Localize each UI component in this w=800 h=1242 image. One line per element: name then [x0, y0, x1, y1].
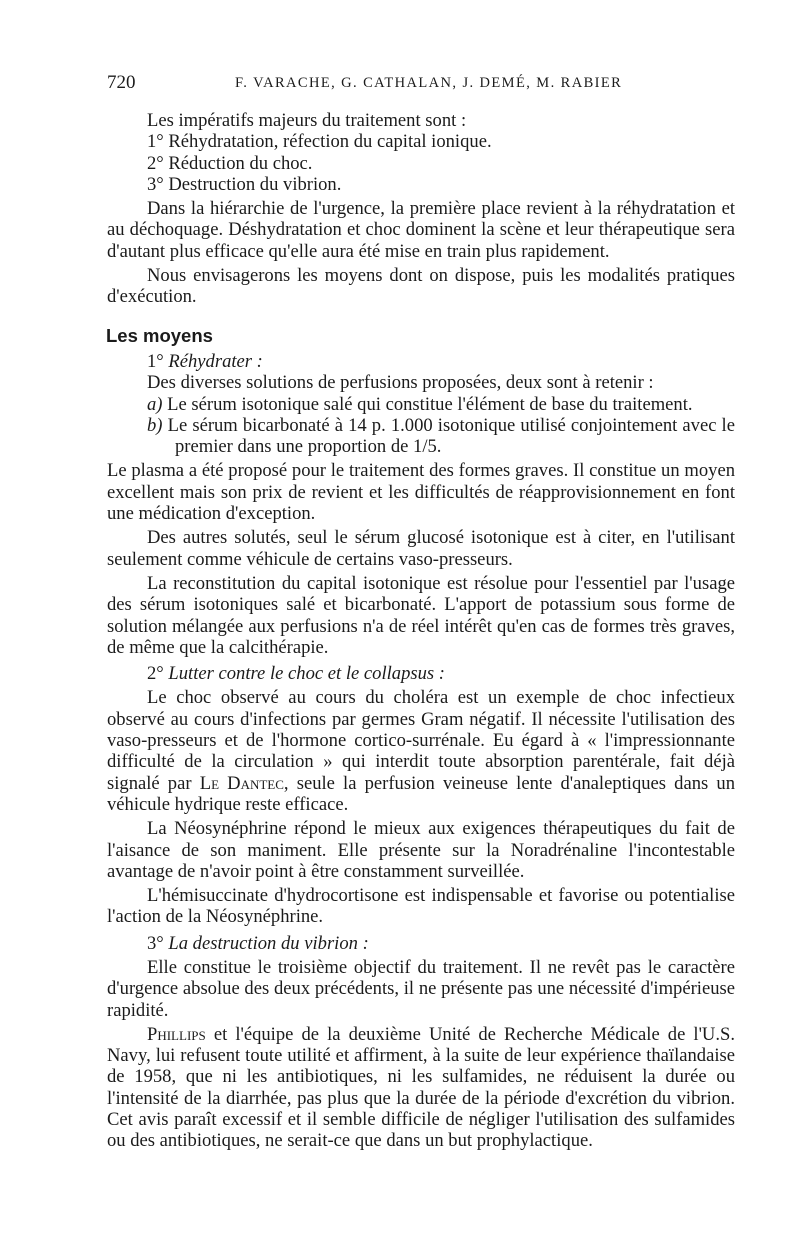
paragraph-solutes: Des autres solutés, seul le sérum glucosé isotonique est à citer, en l'utilisant seulement comme véhicule de certains vaso-presseurs. — [107, 527, 735, 570]
subsection-number: 2° — [147, 663, 164, 685]
body-text — [107, 110, 735, 1152]
subsection-number: 3° — [147, 932, 164, 954]
list-label-b: b) — [147, 414, 163, 436]
paragraph-objectif: Elle constitue le troisième objectif du traitement. Il ne revêt pas le caractère d'urgence absolue des deux précédents, il ne présente pas une nécessité d'impérieuse rapidité. — [107, 956, 735, 1021]
subsection-title-vibrion — [107, 933, 735, 954]
subsection-title-rehydrater — [107, 351, 735, 372]
running-head-authors: F. VARACHE, G. CATHALAN, J. DEMÉ, M. RABIER — [235, 75, 623, 91]
rehydrater-lead: Des diverses solutions de perfusions proposées, deux sont à retenir : — [147, 372, 654, 394]
intro-item-3: 3° Destruction du vibrion. — [147, 173, 342, 195]
paragraph-text: Le choc observé au cours du choléra est un exemple de choc infectieux observé au cours d'infections par germes Gram négatif. Il nécessite l'utilisation des vaso-presseurs et de l'hormone cortico-surrénale. Eu égard à « l'impressionnante difficulté de la circulation » qui interdit toute absorption parentérale, fait déjà signalé par — [107, 687, 735, 794]
section-heading: Les moyens — [106, 324, 213, 346]
list-label-a: a) — [147, 393, 163, 415]
subsection-title: Réhydrater : — [168, 350, 263, 372]
paragraph-choc — [107, 687, 735, 815]
paragraph-moyens: Nous envisagerons les moyens dont on dispose, puis les modalités pratiques d'exécution. — [107, 265, 735, 308]
subsection-title: Lutter contre le choc et le collapsus : — [168, 663, 445, 685]
subsection-title-choc — [107, 663, 735, 684]
author-name: Le Dantec — [199, 772, 284, 794]
paragraph-neosynephrine: La Néosynéphrine répond le mieux aux exigences thérapeutiques du fait de l'aisance de son maniment. Elle présente sur la Noradrénaline l'incontestable avantage de n'avoir point à être constamment surveillée. — [107, 818, 735, 882]
paragraph-hydrocortisone: L'hémisuccinate d'hydrocortisone est indispensable et favorise ou potentialise l'action de la Néosynéphrine. — [107, 885, 735, 928]
paragraph-text: et l'équipe de la deuxième Unité de Recherche Médicale de l'U.S. Navy, lui refusent toute utilité et affirment, à la suite de leur expérience thaïlandaise de 1958, que ni les antibiotiques, ni les sulfamides, ne réduisent la durée ou l'intensité de la diarrhée, pas plus que la durée de la période d'excrétion du vibrion. Cet avis paraît excessif et il semble difficile de négliger l'utilisation des sulfamides ou des antibiotiques, ne serait-ce que dans un but prophylactique. — [107, 1023, 735, 1152]
list-item-b — [107, 415, 735, 458]
subsection-number: 1° — [147, 350, 164, 372]
page-number: 720 — [107, 72, 136, 93]
paragraph-urgence: Dans la hiérarchie de l'urgence, la première place revient à la réhydratation et au déchoquage. Déshydratation et choc dominent la scène et leur thérapeutique sera d'autant plus efficace qu'elle aura été mise en train plus rapidement. — [107, 198, 735, 262]
subsection-title: La destruction du vibrion : — [168, 932, 369, 954]
list-item-a — [107, 394, 735, 415]
intro-lead: Les impératifs majeurs du traitement sont : — [147, 110, 467, 131]
list-text-b: Le sérum bicarbonaté à 14 p. 1.000 isotonique utilisé conjointement avec le premier dans une proportion de 1/5. — [167, 414, 735, 458]
intro-item-1: 1° Réhydratation, réfection du capital ionique. — [147, 131, 492, 153]
paragraph-text: , seule la perfusion veineuse lente d'analeptiques dans un véhicule hydrique reste efficace. — [107, 772, 735, 815]
author-name: Phillips — [147, 1023, 206, 1045]
list-text-a: Le sérum isotonique salé qui constitue l'élément de base du traitement. — [167, 393, 693, 415]
page-header — [107, 72, 707, 96]
paragraph-phillips — [107, 1024, 735, 1152]
paragraph-plasma: Le plasma a été proposé pour le traitement des formes graves. Il constitue un moyen excellent mais son prix de revient et les difficultés de réapprovisionnement en font une médication d'exception. — [107, 460, 735, 525]
intro-item-2: 2° Réduction du choc. — [147, 152, 313, 174]
paragraph-capital: La reconstitution du capital isotonique est résolue pour l'essentiel par l'usage des sérum isotoniques salé et bicarbonaté. L'apport de potassium sous forme de solution mélangée aux perfusions n'a de réel intérêt qu'en cas de formes très graves, de même que la calcithérapie. — [107, 572, 735, 658]
